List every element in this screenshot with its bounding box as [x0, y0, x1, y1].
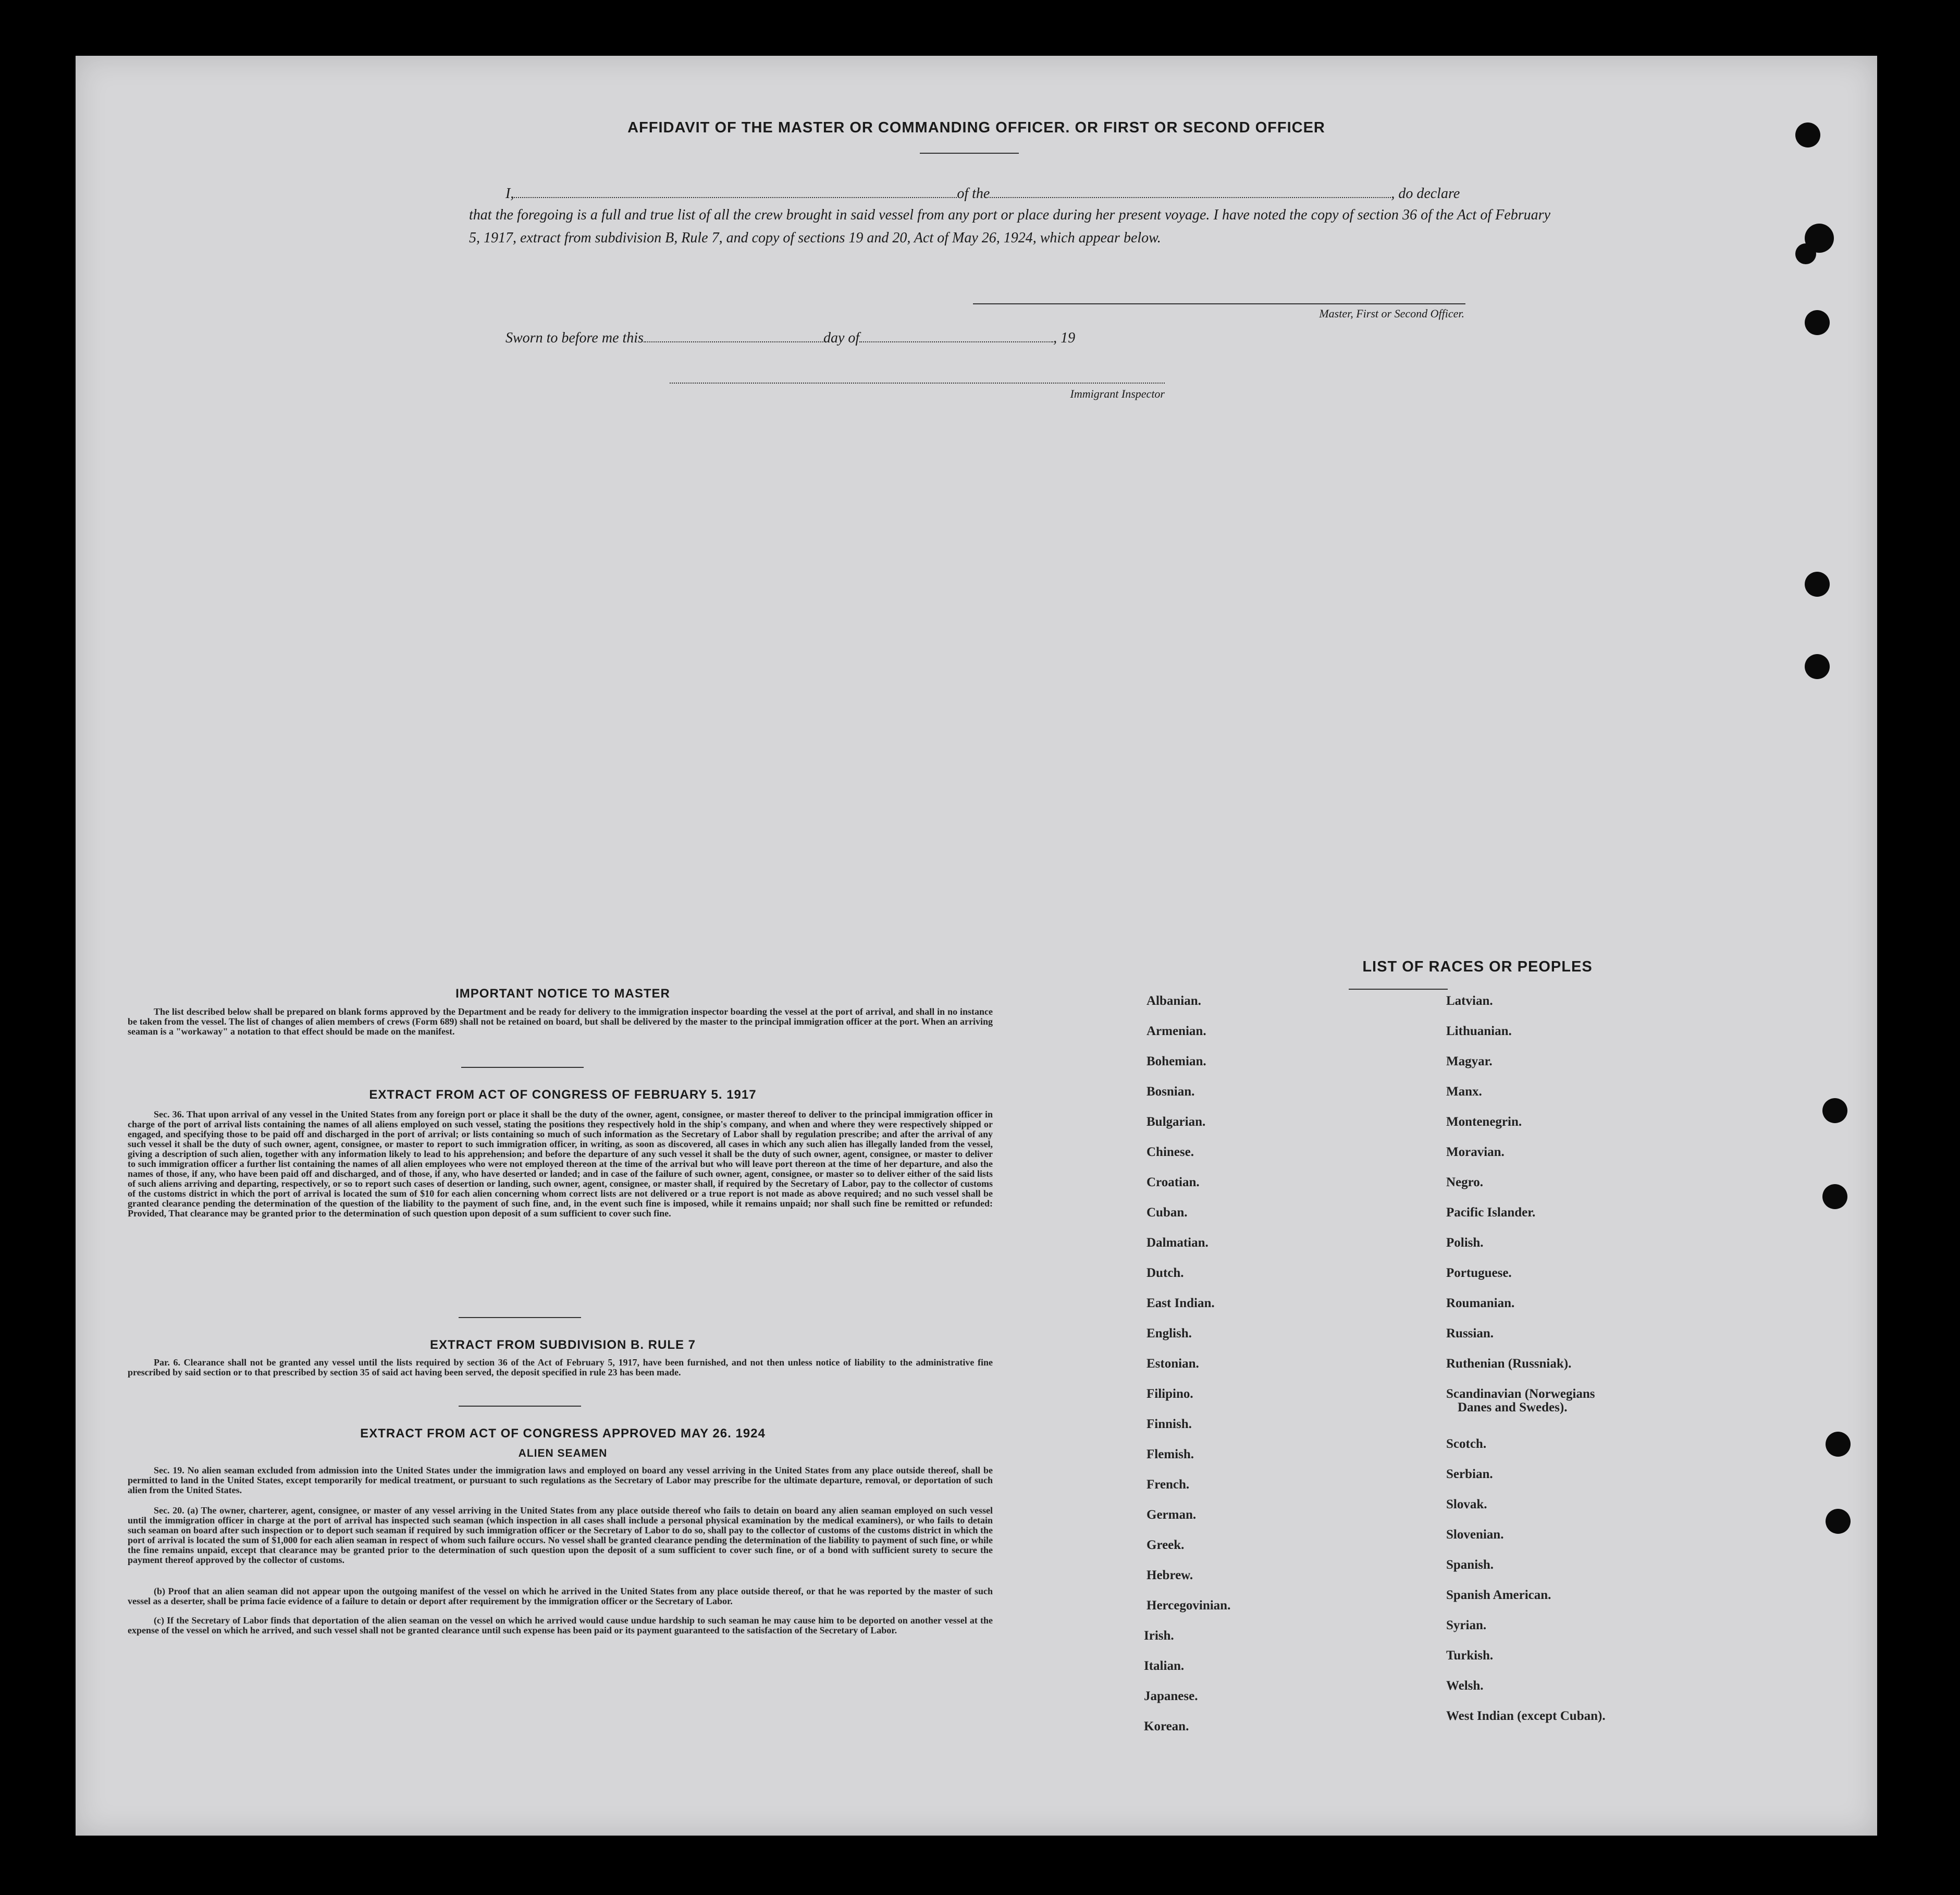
race-item: Italian. [1144, 1659, 1185, 1673]
race-item: Portuguese. [1446, 1266, 1512, 1280]
race-item: Ruthenian (Russniak). [1446, 1357, 1572, 1371]
inspector-caption: Immigrant Inspector [1070, 387, 1165, 400]
title-rule [920, 153, 1019, 154]
race-item: Dutch. [1147, 1266, 1184, 1280]
race-item: Negro. [1446, 1175, 1484, 1189]
race-item: Scandinavian (Norwegians [1446, 1387, 1595, 1401]
sworn-line [506, 327, 1183, 350]
extract-1917-title: EXTRACT FROM ACT OF CONGRESS OF FEBRUARY 5. 1917 [369, 1088, 757, 1102]
race-item: Magyar. [1446, 1054, 1493, 1068]
race-item: Turkish. [1446, 1648, 1494, 1663]
race-item: Latvian. [1446, 994, 1493, 1008]
sworn-label: Sworn to before me this [506, 330, 644, 346]
race-item: Filipino. [1147, 1387, 1193, 1401]
race-item: Cuban. [1147, 1205, 1188, 1220]
race-item: Armenian. [1147, 1024, 1206, 1038]
punch-hole [1795, 243, 1816, 264]
race-item: Flemish. [1147, 1447, 1194, 1461]
race-item: Welsh. [1446, 1679, 1484, 1693]
year-label: , 19 [1053, 330, 1076, 346]
sec-19-text: Sec. 19. No alien seaman excluded from admission into the United States under the immigration laws and employed on board any vessel arriving in the United States from any place outside thereof, shall be permitted to land in the United States, except temporarily for medical treatment, or pursuant to such regulations as the Secretary of Labor may prescribe for the ultimate departure, removal, or deportation of such alien from the United States. [128, 1465, 993, 1495]
race-item: Spanish. [1446, 1558, 1494, 1572]
race-item: Chinese. [1147, 1145, 1194, 1159]
of-the-label: of the [957, 186, 990, 202]
extract-1924-title: EXTRACT FROM ACT OF CONGRESS APPROVED MAY 26. 1924 [360, 1426, 766, 1441]
do-declare-label: , do declare [1391, 186, 1460, 202]
race-item: German. [1147, 1508, 1197, 1522]
race-item: Japanese. [1144, 1689, 1198, 1703]
race-item: Slovenian. [1446, 1528, 1504, 1542]
name-field[interactable] [514, 197, 957, 198]
races-title: LIST OF RACES OR PEOPLES [1362, 958, 1593, 975]
race-item: Hebrew. [1147, 1568, 1193, 1582]
sworn-month-field[interactable] [859, 341, 1053, 342]
race-item: Serbian. [1446, 1467, 1493, 1481]
sec-20b-text: (b) Proof that an alien seaman did not appear upon the outgoing manifest of the vessel on which he arrived in the United States from any place outside thereof, or that he was reported by the master of such vessel as a deserter, shall be prima facie evidence of a failure to detain or deport after requirement by the immigration officer or the Secretary of Labor. [128, 1586, 993, 1606]
races-title-rule [1349, 989, 1448, 990]
punch-hole [1822, 1184, 1847, 1209]
punch-hole [1822, 1098, 1847, 1123]
subdivision-b-text: Par. 6. Clearance shall not be granted any vessel until the lists required by section 36 of the Act of February 5, 1917, have been furnished, and not then unless notice of liability to the administrative fine prescribed by said section or to that prescribed by section 35 of said act having been served, the deposit specified in rule 23 has been made. [128, 1357, 993, 1377]
sec-20c-text: (c) If the Secretary of Labor finds that deportation of the alien seaman on the vessel on which he arrived would cause undue hardship to such seaman he may cause him to be deported on another vessel at the expense of the vessel on which he arrived, and such vessel shall not be granted clearance until such expense has been paid or its payment guaranteed to the satisfaction of the Secretary of Labor. [128, 1615, 993, 1635]
race-item: Syrian. [1446, 1618, 1487, 1632]
form-page [76, 56, 1877, 1836]
affidavit-title: AFFIDAVIT OF THE MASTER OR COMMANDING OFFICER. OR FIRST OR SECOND OFFICER [627, 119, 1325, 136]
i-label: I, [506, 186, 514, 202]
section-rule [459, 1406, 581, 1407]
race-item: Greek. [1147, 1538, 1185, 1552]
race-item: Finnish. [1147, 1417, 1192, 1431]
day-of-label: day of [823, 330, 860, 346]
declaration-body: that the foregoing is a full and true list of all the crew brought in said vessel from any port or place during her present voyage. I have noted the copy of section 36 of the Act of February 5, 1917, extract from subdivision B, Rule 7, and copy of sections 19 and 20, Act of May 26, 1924, which appear below. [469, 207, 1550, 246]
race-item: Roumanian. [1446, 1296, 1515, 1310]
race-item: Slovak. [1446, 1497, 1487, 1511]
vessel-field[interactable] [990, 197, 1391, 198]
race-item: Manx. [1446, 1085, 1482, 1099]
race-item: English. [1147, 1326, 1192, 1340]
race-item: West Indian (except Cuban). [1446, 1709, 1606, 1723]
race-item: Irish. [1144, 1629, 1174, 1643]
race-item: Spanish American. [1446, 1588, 1551, 1602]
extract-1917-text: Sec. 36. That upon arrival of any vessel in the United States from any foreign port or place it shall be the duty of the owner, agent, consignee, or master thereof to deliver to the principal immigration officer in charge of the port of arrival lists containing the names of all aliens employed on such vessel, stating the positions they respectively hold in the ship's company, and when and where they were respectively shipped or engaged, and specifying those to be paid off and discharged in the port of arrival; or lists containing so much of such information as the Secretary of Labor shall by regulation prescribe; and after the arrival of any such vessel it shall be the duty of such owner, agent, consignee, or master to report to such immigration officer, in writing, as soon as discovered, all cases in which any such alien has illegally landed from the vessel, giving a description of such alien, together with any information likely to lead to his apprehension; and before the departure of any such vessel it shall be the duty of such owner, agent, consignee, or master to deliver to such immigration officer a further list containing the names of all alien employees who were not employed thereon at the time of the arrival but who will leave port thereon at the time of her departure, and also the names of those, if any, who have been paid off and discharged, and of those, if any, who have deserted or landed; and in case of the failure of such owner, agent, consignee, or master so to deliver either of the said lists of such aliens arriving and departing, respectively, or so to report such cases of desertion or landing, such owner, agent, consignee, or master shall, if required by the Secretary of Labor, pay to the collector of customs of the customs district in which the port of arrival is located the sum of $10 for each alien concerning whom correct lists are not delivered or a true report is not made as above required; and no such vessel shall be granted clearance pending the determination of the question of the liability to the payment of such fine, and, in the event such fine is imposed, while it remains unpaid; nor shall such fine be remitted or refunded: Provided, That clearance may be granted prior to the determination of such question upon deposit of a sum sufficient to cover such fine. [128, 1109, 993, 1219]
extract-1924-subtitle: ALIEN SEAMEN [518, 1447, 608, 1459]
race-item: Bohemian. [1147, 1054, 1206, 1068]
notice-title: IMPORTANT NOTICE TO MASTER [455, 987, 670, 1001]
race-item: Hercegovinian. [1147, 1598, 1231, 1613]
subdivision-b-title: EXTRACT FROM SUBDIVISION B. RULE 7 [429, 1338, 696, 1352]
race-item: Pacific Islander. [1446, 1205, 1536, 1220]
section-rule [461, 1067, 584, 1068]
notice-text: The list described below shall be prepared on blank forms approved by the Department and be ready for delivery to the immigration inspector boarding the vessel at the port of arrival, and shall in no instance be taken from the vessel. The list of changes of alien members of crews (Form 689) shall not be retained on board, but shall be delivered by the master to the principal immigration officer at the port. When an arriving seaman is a "workaway" a notation to that effect should be made on the manifest. [128, 1006, 993, 1037]
section-rule [459, 1317, 581, 1318]
race-item: East Indian. [1147, 1296, 1215, 1310]
race-item: Korean. [1144, 1719, 1189, 1733]
race-item: Danes and Swedes). [1458, 1400, 1568, 1414]
inspector-signature-line[interactable] [670, 383, 1165, 384]
sworn-day-field[interactable] [644, 341, 823, 342]
signature-line[interactable] [973, 303, 1465, 304]
declaration-line [506, 182, 1548, 205]
punch-hole [1805, 572, 1830, 597]
race-item: Estonian. [1147, 1357, 1199, 1371]
race-item: Albanian. [1147, 994, 1201, 1008]
race-item: Russian. [1446, 1326, 1494, 1340]
race-item: French. [1147, 1478, 1190, 1492]
race-item: Moravian. [1446, 1145, 1505, 1159]
race-item: Bosnian. [1147, 1085, 1195, 1099]
punch-hole [1805, 310, 1830, 335]
race-item: Dalmatian. [1147, 1236, 1209, 1250]
race-item: Montenegrin. [1446, 1115, 1522, 1129]
race-item: Polish. [1446, 1236, 1484, 1250]
race-item: Scotch. [1446, 1437, 1487, 1451]
punch-hole [1826, 1509, 1851, 1534]
sec-20a-text: Sec. 20. (a) The owner, charterer, agent, consignee, or master of any vessel arriving in the United States from any place outside thereof who fails to detain on board any alien seaman employed on such vessel until the immigration officer in charge at the port of arrival has inspected such seaman (which inspection in all cases shall include a personal physical examination by the medical examiners), or who fails to detain such seaman on board after such inspection or to deport such seaman if required by such immigration officer or the Secretary of Labor to do so, shall pay to the collector of customs of the customs district in which the port of arrival is located the sum of $1,000 for each alien seaman in respect of whom such failure occurs. No vessel shall be granted clearance pending the determination of the liability to payment of such fine, or while the fine remains unpaid, except that clearance may be granted prior to the determination of such question upon the deposit of a sum sufficient to cover such fine, or of a bond with sufficient surety to secure the payment thereof approved by the collector of customs. [128, 1505, 993, 1565]
race-item: Bulgarian. [1147, 1115, 1206, 1129]
race-item: Lithuanian. [1446, 1024, 1512, 1038]
signature-caption: Master, First or Second Officer. [1319, 307, 1464, 320]
race-item: Croatian. [1147, 1175, 1200, 1189]
punch-hole [1826, 1432, 1851, 1457]
punch-hole [1805, 654, 1830, 679]
